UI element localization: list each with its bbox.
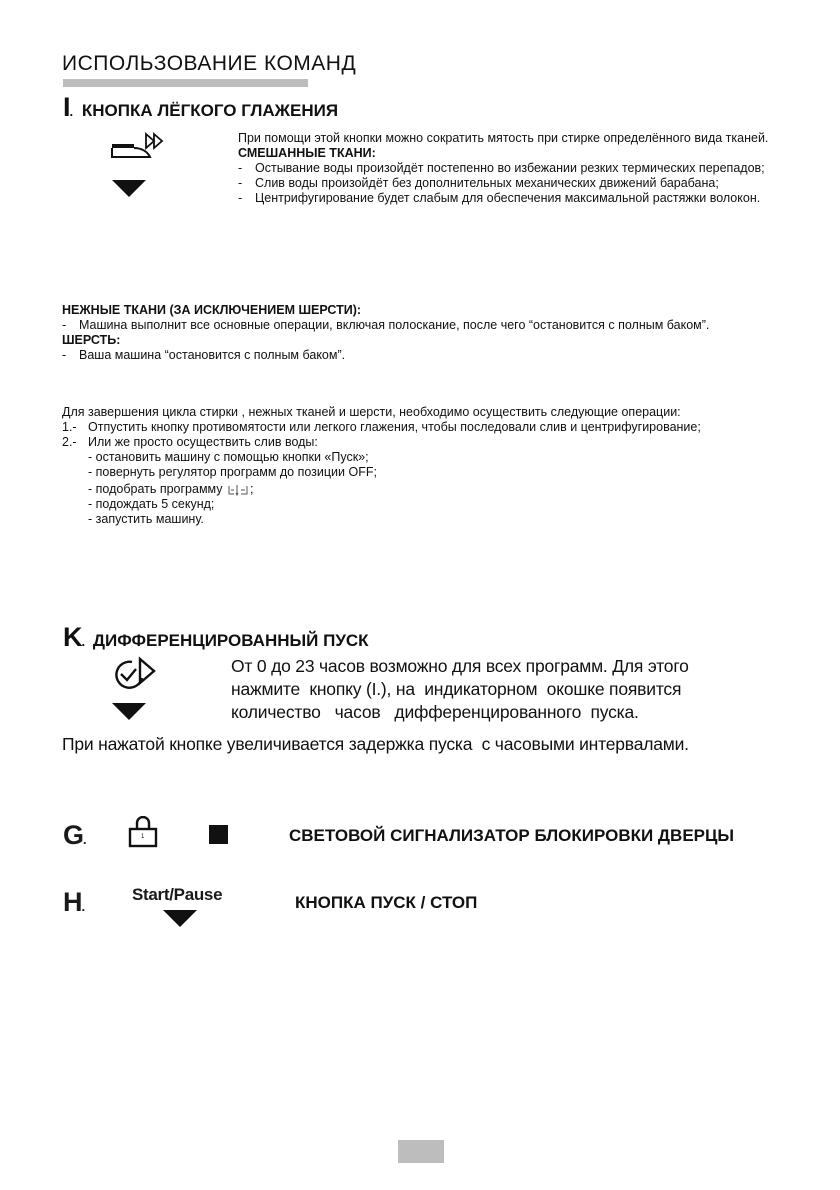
section-h-letter: H — [63, 887, 82, 917]
delayed-start-icon — [112, 656, 158, 692]
section-k-line: количество часов дифференцированного пуска. — [231, 702, 639, 722]
page-number-box — [398, 1140, 444, 1163]
section-k-heading: K. ДИФФЕРЕНЦИРОВАННЫЙ ПУСК — [63, 622, 369, 652]
start-pause-button-arrow-icon[interactable] — [163, 910, 197, 927]
section-k-letter: K — [63, 622, 82, 652]
section-i-intro: При помощи этой кнопки можно сократить мятость при стирке определённого вида тканей. — [238, 131, 769, 145]
page-title: ИСПОЛЬЗОВАНИЕ КОМАНД — [62, 52, 357, 75]
substep: - подобрать программу ; — [88, 482, 254, 496]
mixed-item: - Остывание воды произойдёт постепенно во избежании резких термических перепадов; — [238, 161, 765, 175]
substep: - остановить машину с помощью кнопки «Пуск»; — [88, 450, 369, 464]
substep: - подождать 5 секунд; — [88, 497, 215, 511]
drain-program-icon — [228, 484, 248, 496]
section-k-line: нажмите кнопку (I.), на индикаторном окошке появится — [231, 679, 682, 699]
finish-cycle-block — [62, 405, 782, 527]
substep: - запустить машину. — [88, 512, 204, 526]
mixed-item: - Слив воды произойдёт без дополнительных механических движений барабана; — [238, 176, 719, 190]
section-g-label: G. — [63, 820, 87, 850]
easy-iron-icon — [110, 132, 166, 162]
delayed-start-button-arrow-icon[interactable] — [112, 703, 146, 720]
finish-intro: Для завершения цикла стирки , нежных тканей и шерсти, необходимо осуществить следующие операции: — [62, 405, 681, 419]
start-pause-label: Start/Pause — [132, 885, 223, 904]
section-k-last-line: При нажатой кнопке увеличивается задержка пуска с часовыми интервалами. — [62, 734, 689, 754]
svg-text:1: 1 — [141, 834, 145, 840]
start-stop-button-label: КНОПКА ПУСК / СТОП — [295, 893, 478, 912]
substep: - повернуть регулятор программ до позиции OFF; — [88, 465, 377, 479]
section-k-line: От 0 до 23 часов возможно для всех программ. Для этого — [231, 656, 689, 676]
title-underline-bar — [63, 79, 308, 87]
finish-step: 2.- Или же просто осуществить слив воды: — [62, 435, 318, 449]
wool-heading: ШЕРСТЬ: — [62, 333, 121, 347]
section-k-title: ДИФФЕРЕНЦИРОВАННЫЙ ПУСК — [92, 631, 369, 650]
section-i-heading: I. КНОПКА ЛЁГКОГО ГЛАЖЕНИЯ — [63, 92, 339, 122]
section-g-letter: G — [63, 820, 84, 850]
mixed-item: - Центрифугирование будет слабым для обеспечения максимальной растяжки волокон. — [238, 191, 761, 205]
wool-item: - Ваша машина “остановится с полным баком”. — [62, 348, 346, 362]
section-k-description — [231, 655, 791, 724]
finish-step: 1.- Отпустить кнопку противомятости или легкого глажения, чтобы последовали слив и центрифугирование; — [62, 420, 701, 434]
drain-substeps — [62, 450, 782, 527]
section-i-letter: I — [63, 92, 70, 122]
section-i-title: КНОПКА ЛЁГКОГО ГЛАЖЕНИЯ — [81, 101, 339, 120]
section-h-label: H. — [63, 887, 86, 917]
delicate-fabrics-heading: НЕЖНЫЕ ТКАНИ (ЗА ИСКЛЮЧЕНИЕМ ШЕРСТИ): — [62, 303, 362, 317]
section-i-delicate-wool — [62, 303, 782, 363]
delicate-item: - Машина выполнит все основные операции, включая полоскание, после чего “остановится с полным баком”. — [62, 318, 710, 332]
door-lock-indicator-square — [209, 825, 228, 844]
section-i-description — [238, 131, 781, 206]
door-lock-indicator-label: СВЕТОВОЙ СИГНАЛИЗАТОР БЛОКИРОВКИ ДВЕРЦЫ — [289, 826, 735, 845]
easy-iron-button-arrow-icon[interactable] — [112, 180, 146, 197]
mixed-fabrics-heading: СМЕШАННЫЕ ТКАНИ: — [238, 146, 376, 160]
door-lock-icon — [128, 816, 158, 848]
